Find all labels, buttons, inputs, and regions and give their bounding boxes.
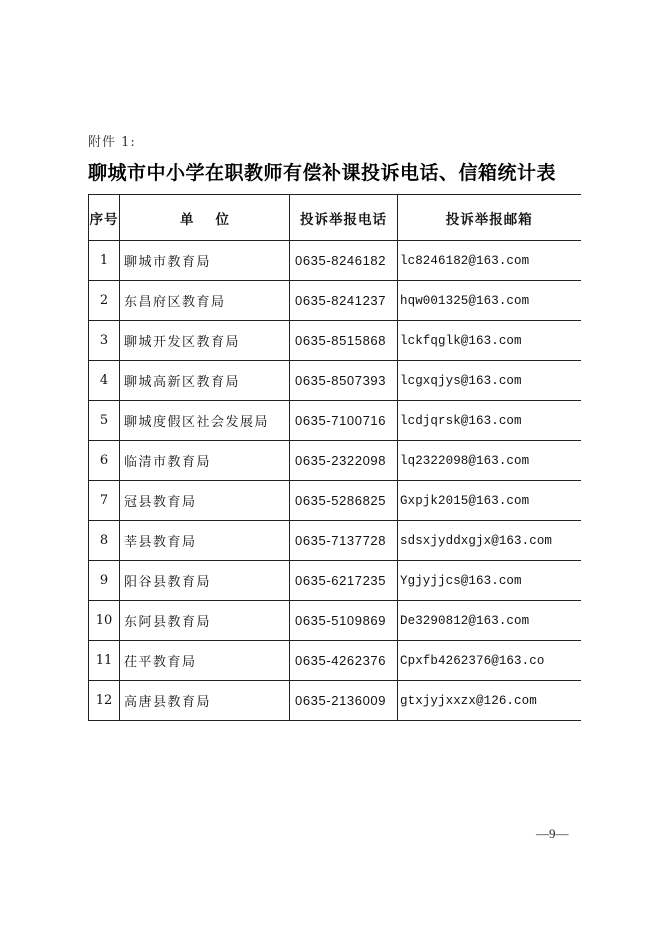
serial-no-cell: 7 <box>89 481 120 521</box>
table-row <box>89 281 581 321</box>
email-cell: lcgxqjys@163.com <box>398 361 581 401</box>
header-email: 投诉举报邮箱 <box>398 195 581 241</box>
phone-cell: 0635-5109869 <box>290 601 398 641</box>
header-serial-no: 序号 <box>89 195 120 241</box>
unit-name-cell: 聊城开发区教育局 <box>120 321 290 361</box>
table-row <box>89 401 581 441</box>
table-row <box>89 641 581 681</box>
phone-cell: 0635-6217235 <box>290 561 398 601</box>
phone-cell: 0635-2322098 <box>290 441 398 481</box>
table-row <box>89 521 581 561</box>
serial-no-cell: 10 <box>89 601 120 641</box>
phone-cell: 0635-8241237 <box>290 281 398 321</box>
phone-cell: 0635-2136009 <box>290 681 398 721</box>
email-cell: Cpxfb4262376@163.co <box>398 641 581 681</box>
serial-no-cell: 8 <box>89 521 120 561</box>
serial-no-cell: 4 <box>89 361 120 401</box>
phone-cell: 0635-4262376 <box>290 641 398 681</box>
email-cell: gtxjyjxxzx@126.com <box>398 681 581 721</box>
header-unit: 单位 <box>120 195 290 241</box>
table-row <box>89 361 581 401</box>
table-body <box>89 241 581 721</box>
serial-no-cell: 9 <box>89 561 120 601</box>
phone-cell: 0635-8515868 <box>290 321 398 361</box>
unit-name-cell: 茌平教育局 <box>120 641 290 681</box>
phone-cell: 0635-7100716 <box>290 401 398 441</box>
table-row <box>89 441 581 481</box>
serial-no-cell: 11 <box>89 641 120 681</box>
unit-name-cell: 东阿县教育局 <box>120 601 290 641</box>
table-row <box>89 601 581 641</box>
email-cell: De3290812@163.com <box>398 601 581 641</box>
phone-cell: 0635-8246182 <box>290 241 398 281</box>
phone-cell: 0635-7137728 <box>290 521 398 561</box>
table-row <box>89 681 581 721</box>
unit-name-cell: 阳谷县教育局 <box>120 561 290 601</box>
serial-no-cell: 6 <box>89 441 120 481</box>
unit-name-cell: 东昌府区教育局 <box>120 281 290 321</box>
phone-cell: 0635-5286825 <box>290 481 398 521</box>
table-row <box>89 561 581 601</box>
table-row <box>89 321 581 361</box>
email-cell: lcdjqrsk@163.com <box>398 401 581 441</box>
document-title: 聊城市中小学在职教师有偿补课投诉电话、信箱统计表 <box>88 162 557 184</box>
email-cell: lckfqglk@163.com <box>398 321 581 361</box>
page-number: —9— <box>536 826 569 841</box>
complaint-contact-table <box>88 194 581 721</box>
unit-name-cell: 莘县教育局 <box>120 521 290 561</box>
serial-no-cell: 2 <box>89 281 120 321</box>
serial-no-cell: 3 <box>89 321 120 361</box>
email-cell: hqw001325@163.com <box>398 281 581 321</box>
email-cell: lc8246182@163.com <box>398 241 581 281</box>
email-cell: sdsxjyddxgjx@163.com <box>398 521 581 561</box>
table-header-row <box>89 195 581 241</box>
header-phone: 投诉举报电话 <box>290 195 398 241</box>
unit-name-cell: 冠县教育局 <box>120 481 290 521</box>
attachment-label: 附件 1: <box>88 135 136 150</box>
unit-name-cell: 高唐县教育局 <box>120 681 290 721</box>
email-cell: lq2322098@163.com <box>398 441 581 481</box>
serial-no-cell: 12 <box>89 681 120 721</box>
email-cell: Ygjyjjcs@163.com <box>398 561 581 601</box>
unit-name-cell: 聊城高新区教育局 <box>120 361 290 401</box>
unit-name-cell: 聊城度假区社会发展局 <box>120 401 290 441</box>
serial-no-cell: 5 <box>89 401 120 441</box>
unit-name-cell: 聊城市教育局 <box>120 241 290 281</box>
phone-cell: 0635-8507393 <box>290 361 398 401</box>
unit-name-cell: 临清市教育局 <box>120 441 290 481</box>
table-row <box>89 481 581 521</box>
email-cell: Gxpjk2015@163.com <box>398 481 581 521</box>
table-row <box>89 241 581 281</box>
serial-no-cell: 1 <box>89 241 120 281</box>
